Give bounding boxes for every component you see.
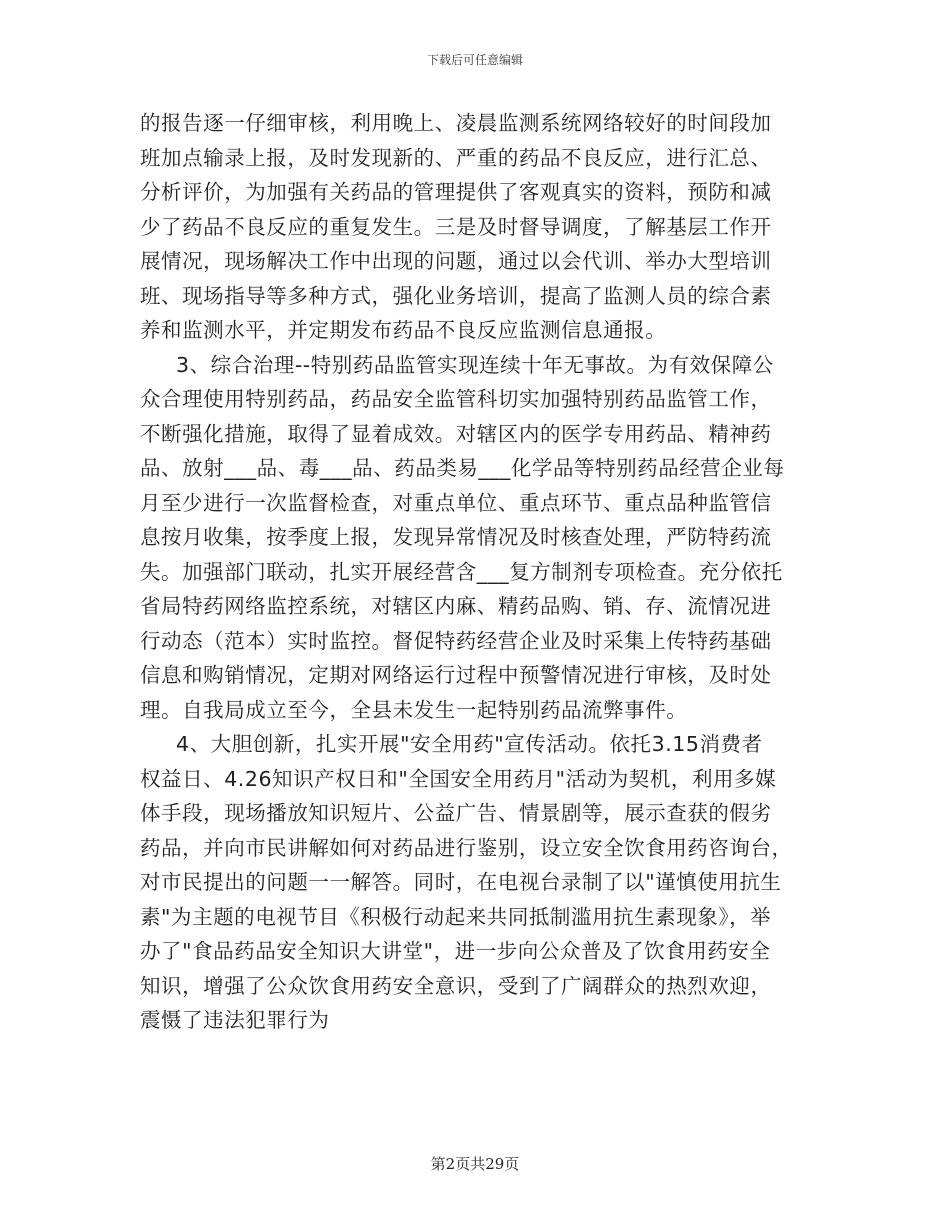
- page-header-note: 下载后可任意编辑: [426, 53, 523, 67]
- body-line: 班、现场指导等多种方式，强化业务培训，提高了监测人员的综合素: [140, 283, 772, 308]
- body-line: 月至少进行一次监督检查，对重点单位、重点环节、重点品种监管信: [140, 490, 772, 515]
- body-line: 省局特药网络监控系统，对辖区内麻、精药品购、销、存、流情况进: [140, 594, 772, 618]
- body-line: 养和监测水平，并定期发布药品不良反应监测信息通报。: [140, 318, 667, 342]
- body-line: 权益日、4.26知识产权日和"全国安全用药月"活动为契机，利用多媒: [140, 766, 777, 791]
- document-body: [140, 106, 806, 1038]
- body-line: 品、放射___品、毒___品、药品类易___化学品等特别药品经营企业每: [140, 456, 785, 480]
- body-line: 众合理使用特别药品，药品安全监管科切实加强特别药品监管工作，: [140, 387, 772, 411]
- body-line: 息按月收集，按季度上报，发现异常情况及时核查处理，严防特药流: [140, 525, 772, 549]
- body-line: 少了药品不良反应的重复发生。三是及时督导调度，了解基层工作开: [140, 214, 772, 239]
- body-line: 药品，并向市民讲解如何对药品进行鉴别，设立安全饮食用药咨询台，: [140, 835, 793, 860]
- body-line: 理。自我局成立至今，全县未发生一起特别药品流弊事件。: [140, 697, 688, 722]
- paragraph-4-first-line: 4、大胆创新，扎实开展"安全用药"宣传活动。依托3.15消费者: [176, 732, 763, 756]
- body-line: 知识，增强了公众饮食用药安全意识，受到了广阔群众的热烈欢迎，: [140, 973, 772, 998]
- paragraph-3-first-line: 3、综合治理--特别药品监管实现连续十年无事故。为有效保障公: [176, 352, 774, 377]
- body-line: 行动态（范本）实时监控。督促特药经营企业及时采集上传特药基础: [140, 628, 772, 653]
- body-line: 体手段，现场播放知识短片、公益广告、情景剧等，展示查获的假劣: [140, 801, 772, 825]
- body-line: 办了"食品药品安全知识大讲堂"，进一步向公众普及了饮食用药安全: [140, 939, 771, 963]
- body-line: 班加点输录上报，及时发现新的、严重的药品不良反应，进行汇总、: [140, 145, 772, 170]
- body-line: 分析评价，为加强有关药品的管理提供了客观真实的资料，预防和减: [140, 180, 772, 204]
- page-number: 第2页共29页: [430, 1155, 520, 1173]
- body-line: 素"为主题的电视节目《积极行动起来共同抵制滥用抗生素现象》，举: [140, 904, 772, 929]
- body-line: 信息和购销情况，定期对网络运行过程中预警情况进行审核，及时处: [140, 663, 772, 687]
- body-line: 失。加强部门联动，扎实开展经营含___复方制剂专项检查。充分依托: [140, 559, 783, 584]
- body-line: 的报告逐一仔细审核，利用晚上、凌晨监测系统网络较好的时间段加: [140, 111, 772, 135]
- body-line: 展情况，现场解决工作中出现的问题，通过以会代训、举办大型培训: [140, 249, 772, 273]
- body-line: 不断强化措施，取得了显着成效。对辖区内的医学专用药品、精神药: [140, 421, 772, 446]
- body-line: 震慑了违法犯罪行为: [140, 1008, 330, 1032]
- body-line: 对市民提出的问题一一解答。同时，在电视台录制了以"谨慎使用抗生: [140, 870, 782, 894]
